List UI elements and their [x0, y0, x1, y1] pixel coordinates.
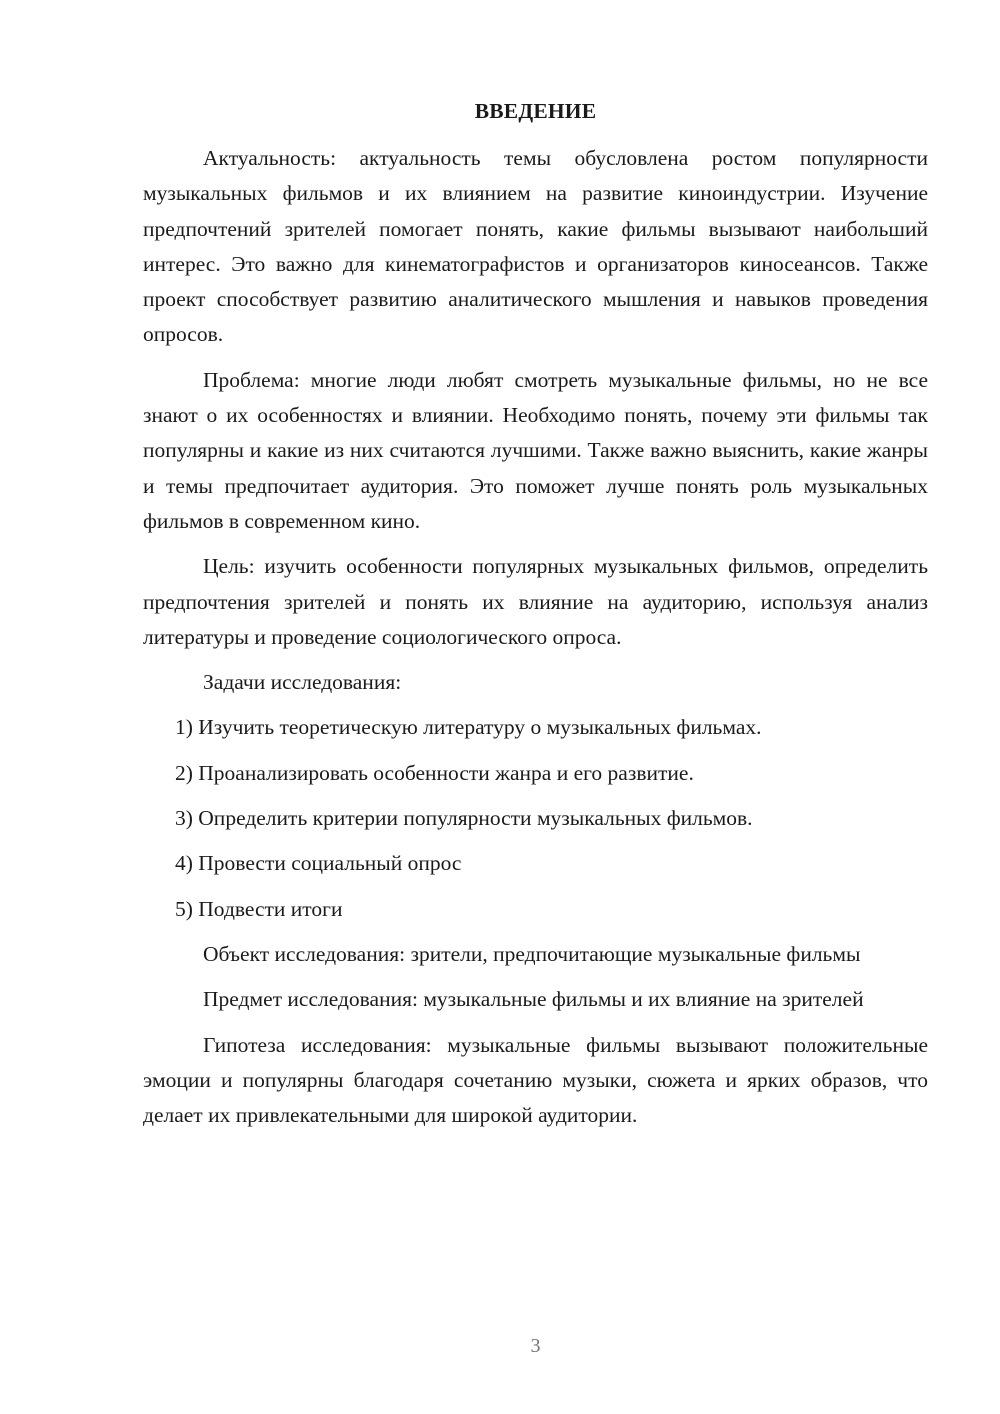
paragraph-goal: Цель: изучить особенности популярных музыкальных фильмов, определить предпочтения зрителей и понять их влияние на аудиторию, используя анализ литературы и проведение социологического опроса.	[143, 554, 928, 649]
paragraph-object: Объект исследования: зрители, предпочитающие музыкальные фильмы	[203, 941, 861, 966]
list-item: 5) Подвести итоги	[175, 896, 343, 921]
paragraph-hypothesis: Гипотеза исследования: музыкальные фильмы вызывают положительные эмоции и популярны благодаря сочетанию музыки, сюжета и ярких образов, что делает их привлекательными для широкой аудитории.	[143, 1032, 928, 1128]
paragraph-problem: Проблема: многие люди любят смотреть музыкальные фильмы, но не все знают о их особенностях и влиянии. Необходимо понять, почему эти фильмы так популярны и какие из них считаются лучшими. Также важно выяснить, какие жанры и темы предпочитает аудитория. Это поможет лучше понять роль музыкальных фильмов в современном кино.	[143, 367, 928, 533]
list-item: 1) Изучить теоретическую литературу о музыкальных фильмах.	[175, 715, 762, 740]
tasks-list	[143, 710, 928, 926]
list-item: 2) Проанализировать особенности жанра и его развитие.	[175, 760, 694, 785]
page-title: ВВЕДЕНИЕ	[474, 99, 597, 123]
list-item: 4) Провести социальный опрос	[175, 851, 462, 876]
document-page	[143, 0, 928, 1414]
tasks-heading: Задачи исследования:	[203, 670, 402, 695]
list-item: 3) Определить критерии популярности музыкальных фильмов.	[175, 806, 753, 831]
paragraph-subject: Предмет исследования: музыкальные фильмы и их влияние на зрителей	[203, 987, 864, 1012]
paragraph-relevance: Актуальность: актуальность темы обусловлена ростом популярности музыкальных фильмов и их влиянием на развитие киноиндустрии. Изучение предпочтений зрителей помогает понять, какие фильмы вызывают наибольший интерес. Это важно для кинематографистов и организаторов киносеансов. Также проект способствует развитию аналитического мышления и навыков проведения опросов.	[143, 146, 928, 347]
document-body	[143, 141, 928, 1143]
page-number: 3	[530, 1335, 541, 1357]
